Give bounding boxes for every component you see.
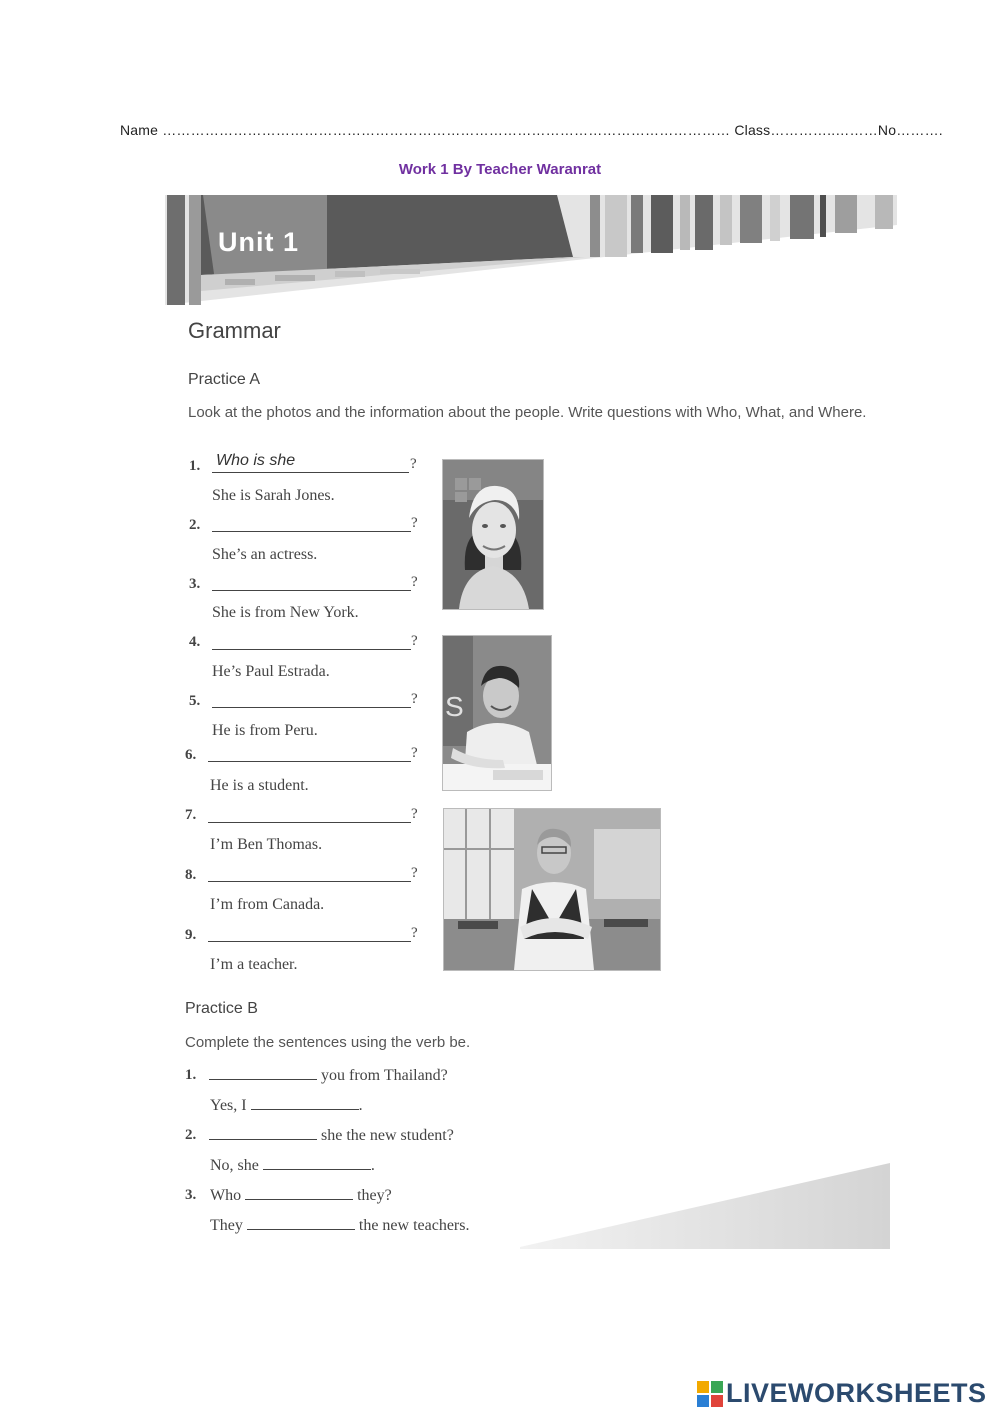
question-mark: ? (411, 515, 418, 531)
answer-text: He’s Paul Estrada. (212, 663, 330, 680)
liveworksheets-logo-text: LIVEWORKSHEETS (726, 1378, 987, 1408)
practice-a-heading: Practice A (188, 371, 261, 388)
blank-input[interactable] (245, 1185, 353, 1200)
answer-text: She is Sarah Jones. (212, 487, 335, 504)
blank-input[interactable] (209, 1065, 317, 1080)
question-answer-line[interactable] (212, 572, 411, 591)
banner-stripe (720, 195, 732, 245)
question-number: 4. (189, 634, 201, 650)
answer-text: I’m a teacher. (210, 956, 298, 973)
question-number: 3. (189, 576, 201, 592)
question-number: 2. (185, 1127, 197, 1143)
question-mark: ? (411, 633, 418, 649)
question-answer-line[interactable] (212, 513, 411, 532)
sentence-text: the new teachers. (358, 1217, 470, 1234)
banner-stripe (651, 195, 673, 253)
question-number: 6. (185, 747, 197, 763)
question-answer-line[interactable] (208, 863, 411, 882)
banner-stripe (740, 195, 762, 243)
answer-text: He is a student. (210, 777, 309, 794)
practice-b-instruction: Complete the sentences using the verb be. (185, 1034, 471, 1051)
name-class-line: Name ………………………………………………………………………………………………………… Class…………..………No………. (120, 122, 943, 138)
sentence-text: you from Thailand? (321, 1067, 448, 1084)
banner-stripe (335, 271, 365, 277)
sentence-text: They (210, 1217, 243, 1234)
liveworksheets-logo-icon (697, 1381, 723, 1407)
decorative-wedge (520, 1163, 890, 1249)
sentence-text: . (358, 1097, 363, 1114)
question-number: 7. (185, 807, 197, 823)
banner-stripe (835, 195, 857, 233)
sentence-text: Yes, I (210, 1097, 247, 1114)
answer-text: She’s an actress. (212, 546, 318, 563)
banner-stripe (225, 279, 255, 285)
answer-text: I’m from Canada. (210, 896, 325, 913)
answer-text: He is from Peru. (212, 722, 318, 739)
question-sentence (209, 1125, 454, 1145)
banner-stripe (790, 195, 814, 239)
sample-answer: Who is she (216, 452, 296, 469)
svg-text:S: S (445, 691, 464, 722)
question-number: 3. (185, 1187, 197, 1203)
question-mark: ? (410, 456, 417, 472)
question-sentence (210, 1185, 392, 1205)
worksheet-subtitle: Work 1 By Teacher Waranrat (398, 161, 602, 178)
question-mark: ? (411, 691, 418, 707)
banner-stripe (590, 195, 600, 257)
answer-sentence (210, 1095, 363, 1115)
photo-teacher (443, 808, 661, 971)
question-answer-line[interactable] (208, 923, 411, 942)
blank-input[interactable] (209, 1125, 317, 1140)
banner-stripe (167, 195, 185, 305)
blank-input[interactable] (247, 1215, 355, 1230)
question-answer-line[interactable] (212, 631, 411, 650)
sentence-text: No, she (210, 1157, 259, 1174)
question-mark: ? (411, 925, 418, 941)
practice-b-heading: Practice B (185, 1000, 258, 1017)
blank-input[interactable] (251, 1095, 359, 1110)
question-number: 9. (185, 927, 197, 943)
banner-stripe (605, 195, 627, 257)
unit-title: Unit 1 (218, 227, 300, 257)
question-number: 8. (185, 867, 197, 883)
question-number: 1. (189, 458, 201, 474)
question-mark: ? (411, 574, 418, 590)
answer-sentence (210, 1215, 469, 1235)
banner-stripe (875, 195, 893, 229)
practice-a-instruction: Look at the photos and the information about the people. Write questions with Who, What, and Where. (188, 404, 867, 421)
question-mark: ? (411, 865, 418, 881)
banner-stripe (680, 195, 690, 250)
blank-input[interactable] (263, 1155, 371, 1170)
banner-stripe (380, 269, 420, 274)
answer-text: I’m Ben Thomas. (210, 836, 323, 853)
banner-stripe (189, 195, 201, 305)
question-sentence (209, 1065, 448, 1085)
question-mark: ? (411, 806, 418, 822)
sentence-text: . (370, 1157, 375, 1174)
question-mark: ? (411, 745, 418, 761)
question-answer-line[interactable] (212, 689, 411, 708)
banner-stripe (275, 275, 315, 281)
question-answer-line[interactable] (208, 743, 411, 762)
sentence-text: Who (210, 1187, 242, 1204)
question-number: 5. (189, 693, 201, 709)
question-answer-line[interactable] (208, 804, 411, 823)
banner-stripe (631, 195, 643, 253)
question-number: 1. (185, 1067, 197, 1083)
sentence-text: she the new student? (321, 1127, 454, 1144)
banner-stripe (820, 195, 826, 237)
photo-student (442, 635, 552, 791)
photo-woman (442, 459, 544, 610)
banner-stripe (695, 195, 713, 250)
sentence-text: they? (357, 1187, 392, 1204)
grammar-heading: Grammar (188, 318, 281, 343)
answer-text: She is from New York. (212, 604, 359, 621)
answer-sentence (210, 1155, 375, 1175)
banner-stripe (770, 195, 780, 241)
question-number: 2. (189, 517, 201, 533)
